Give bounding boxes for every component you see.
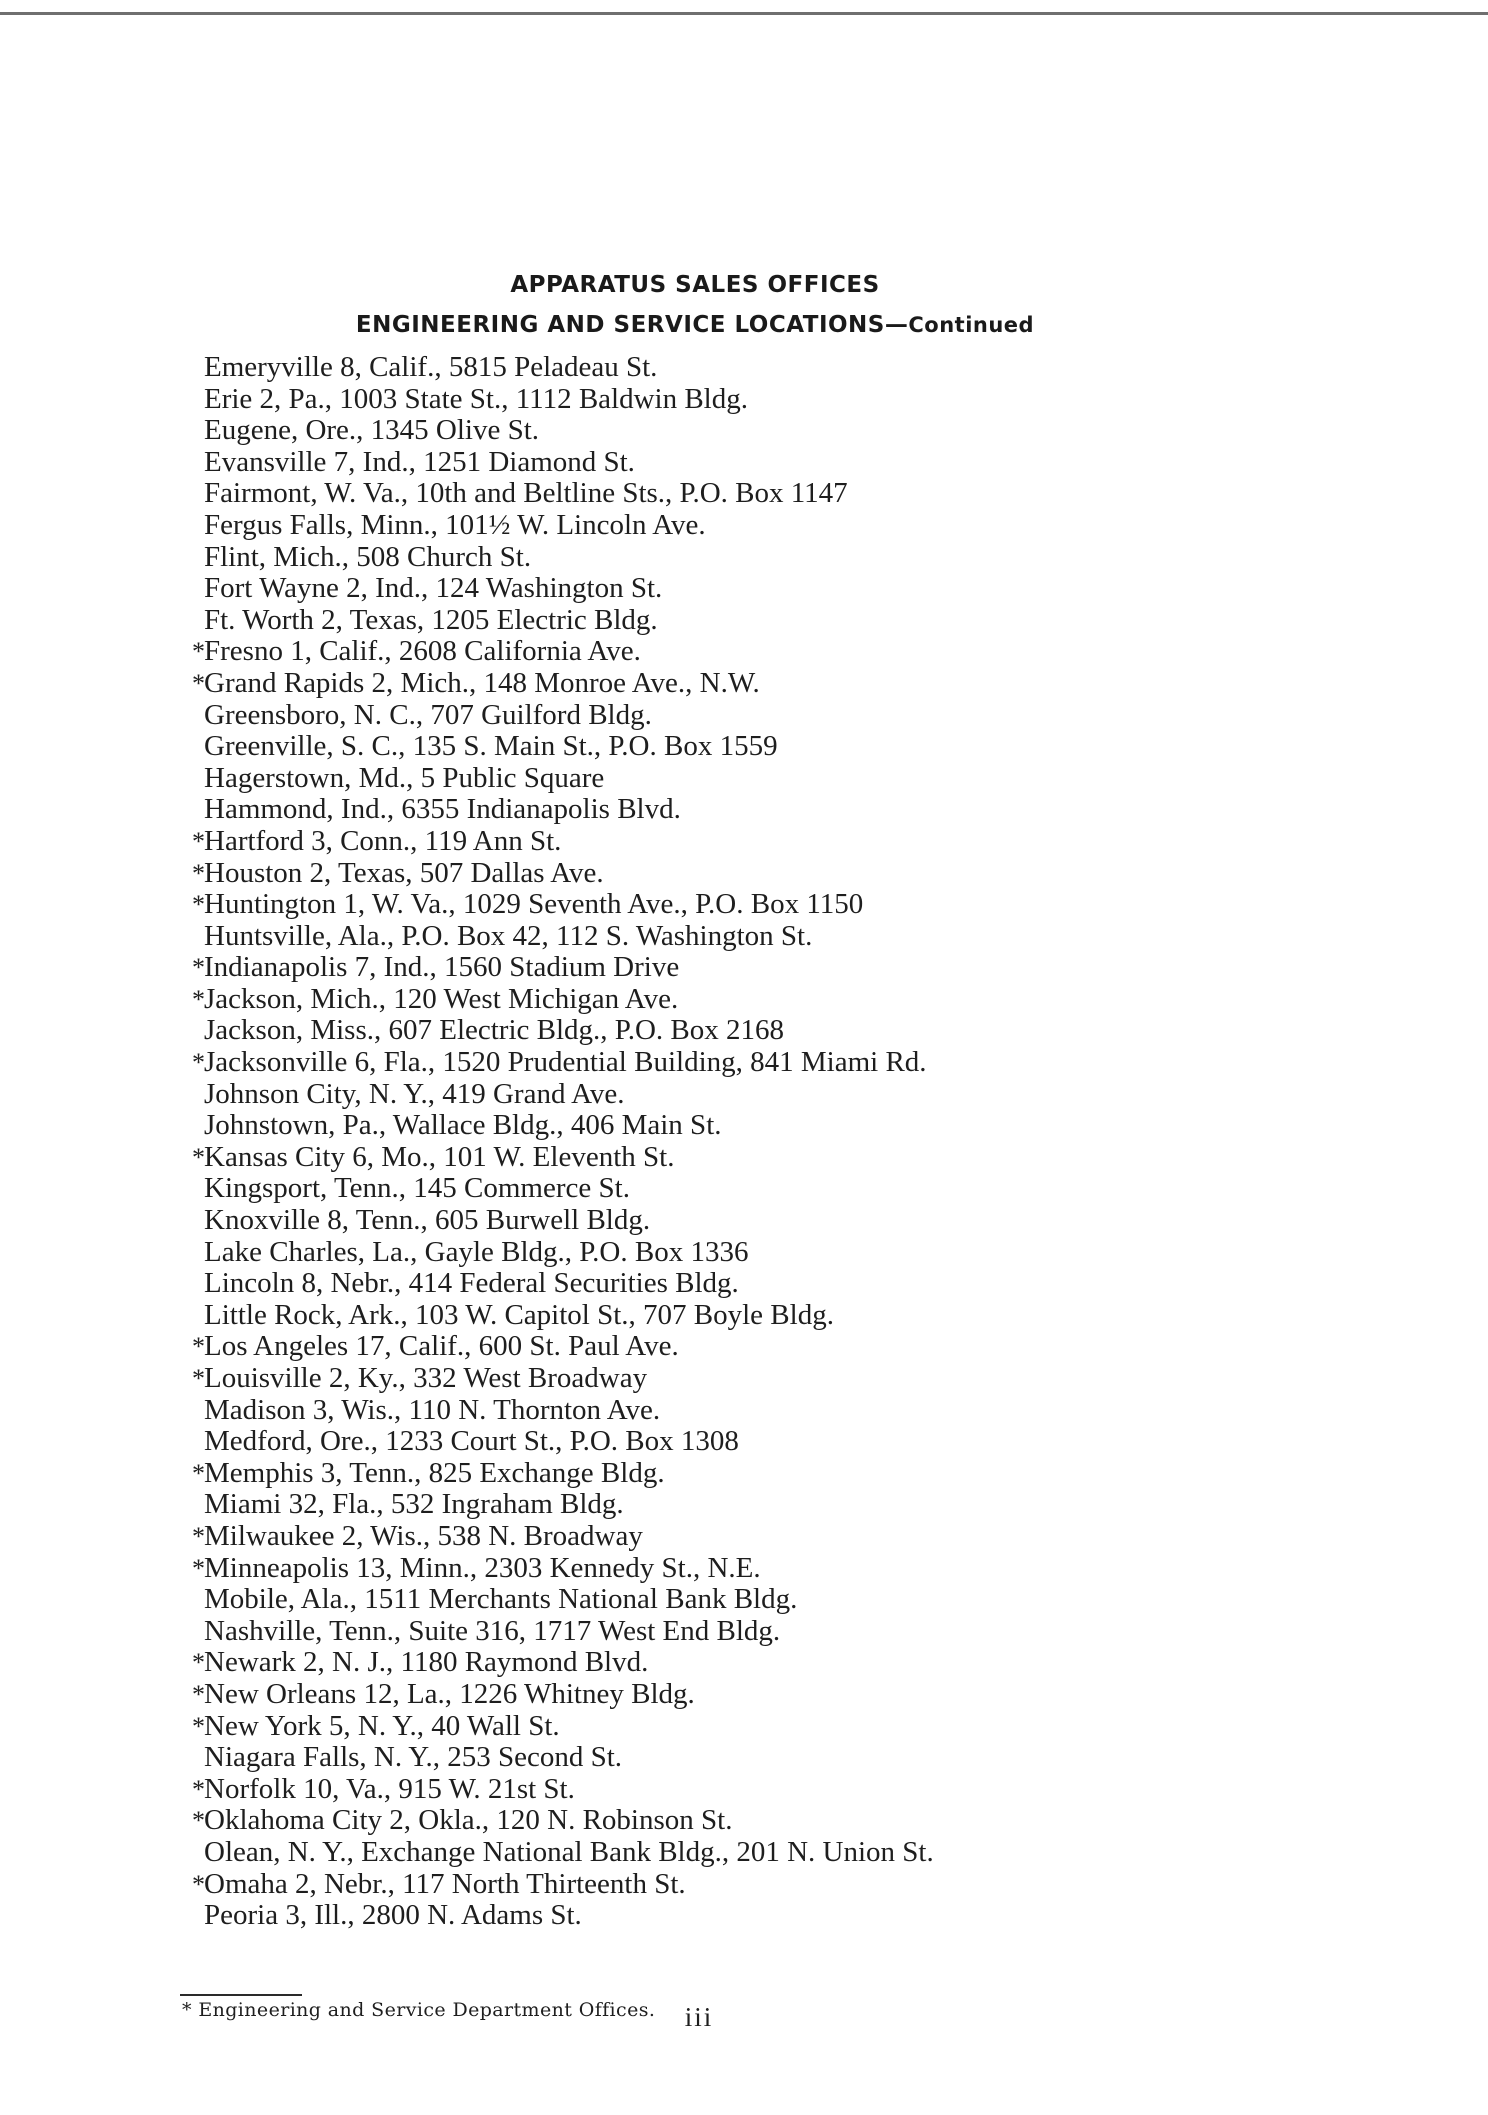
office-entry-text: Ft. Worth 2, Texas, 1205 Electric Bldg. [204, 603, 658, 636]
office-entry-text: Olean, N. Y., Exchange National Bank Bldg., 201 N. Union St. [204, 1835, 934, 1868]
office-entry [194, 763, 1314, 795]
office-entry [194, 542, 1314, 574]
office-entry-text: Emeryville 8, Calif., 5815 Peladeau St. [204, 351, 658, 383]
office-entry [194, 1142, 1314, 1174]
office-entry-text: Lake Charles, La., Gayle Bldg., P.O. Box 1336 [204, 1235, 749, 1268]
engineering-office-marker: * [192, 1869, 205, 1899]
office-entry [194, 1616, 1314, 1648]
office-entry [194, 1805, 1314, 1837]
office-entry-text: Erie 2, Pa., 1003 State St., 1112 Baldwin Bldg. [204, 382, 748, 415]
office-entry [194, 415, 1314, 447]
office-entry-text: Jackson, Mich., 120 West Michigan Ave. [204, 982, 679, 1015]
office-entry-text: Lincoln 8, Nebr., 414 Federal Securities Bldg. [204, 1267, 739, 1300]
office-entry [194, 731, 1314, 763]
engineering-office-marker: * [192, 1332, 205, 1362]
office-entry-text: New York 5, N. Y., 40 Wall St. [204, 1709, 560, 1742]
office-entry [194, 1774, 1314, 1806]
office-entry [194, 1205, 1314, 1237]
office-entry-text: Johnson City, N. Y., 419 Grand Ave. [204, 1077, 625, 1110]
office-entry [194, 510, 1314, 542]
engineering-office-marker: * [192, 1711, 205, 1741]
office-entry-text: Fergus Falls, Minn., 101½ W. Lincoln Ave. [204, 508, 706, 541]
scan-edge-line [0, 12, 1488, 15]
office-entry-text: Oklahoma City 2, Okla., 120 N. Robinson St. [204, 1804, 733, 1837]
office-entry [194, 1331, 1314, 1363]
office-entry [194, 889, 1314, 921]
office-entry [194, 1363, 1314, 1395]
office-entry-text: Huntsville, Ala., P.O. Box 42, 112 S. Washington St. [204, 919, 813, 952]
office-entry-text: Memphis 3, Tenn., 825 Exchange Bldg. [204, 1456, 665, 1489]
continued-label: Continued [908, 313, 1035, 337]
office-entry [194, 1458, 1314, 1490]
page-heading: APPARATUS SALES OFFICES [510, 272, 880, 298]
office-entry [194, 700, 1314, 732]
office-entry [194, 826, 1314, 858]
office-entry-text: Mobile, Ala., 1511 Merchants National Bank Bldg. [204, 1583, 798, 1616]
office-entry [194, 1869, 1314, 1901]
office-entry [194, 1110, 1314, 1142]
office-entry-text: Jackson, Miss., 607 Electric Bldg., P.O. Box 2168 [204, 1014, 784, 1047]
office-entry-text: Medford, Ore., 1233 Court St., P.O. Box 1308 [204, 1425, 739, 1458]
office-entry-text: Eugene, Ore., 1345 Olive St. [204, 414, 540, 447]
office-entry-text: Indianapolis 7, Ind., 1560 Stadium Drive [204, 951, 680, 984]
office-entry [194, 478, 1314, 510]
page-subheading [0, 312, 1390, 338]
office-entry [194, 1679, 1314, 1711]
footnote-divider [180, 1994, 302, 1996]
office-entry [194, 447, 1314, 479]
engineering-office-marker: * [192, 1648, 205, 1678]
engineering-office-marker: * [192, 953, 205, 983]
office-entry-text: Norfolk 10, Va., 915 W. 21st St. [204, 1772, 575, 1805]
page-number: iii [684, 2002, 714, 2032]
office-entry-text: Greensboro, N. C., 707 Guilford Bldg. [204, 698, 652, 731]
office-entry [194, 921, 1314, 953]
engineering-office-marker: * [192, 1553, 205, 1583]
office-entry-text: Houston 2, Texas, 507 Dallas Ave. [204, 856, 604, 889]
office-entry [194, 1837, 1314, 1869]
engineering-office-marker: * [192, 890, 205, 920]
office-entry [194, 794, 1314, 826]
engineering-office-marker: * [192, 1142, 205, 1172]
engineering-office-marker: * [192, 1806, 205, 1836]
office-entry-text: Nashville, Tenn., Suite 316, 1717 West End Bldg. [204, 1614, 781, 1647]
office-entry-text: Milwaukee 2, Wis., 538 N. Broadway [204, 1519, 643, 1552]
engineering-office-marker: * [192, 858, 205, 888]
office-entry-text: Flint, Mich., 508 Church St. [204, 540, 532, 573]
office-entry-text: Miami 32, Fla., 532 Ingraham Bldg. [204, 1488, 624, 1521]
office-entry-text: Fort Wayne 2, Ind., 124 Washington St. [204, 572, 663, 605]
office-entry [194, 1395, 1314, 1427]
engineering-office-marker: * [192, 1521, 205, 1551]
office-entry [194, 1015, 1314, 1047]
office-entry [194, 668, 1314, 700]
office-entry [194, 573, 1314, 605]
office-entry-text: Evansville 7, Ind., 1251 Diamond St. [204, 445, 635, 478]
office-entry-text: Hammond, Ind., 6355 Indianapolis Blvd. [204, 793, 681, 826]
footnote: * Engineering and Service Department Offices. [182, 1999, 656, 2021]
office-entry-text: Greenville, S. C., 135 S. Main St., P.O. Box 1559 [204, 730, 778, 763]
office-entry [194, 1553, 1314, 1585]
office-entry-text: Jacksonville 6, Fla., 1520 Prudential Building, 841 Miami Rd. [204, 1046, 927, 1079]
office-entry-text: Minneapolis 13, Minn., 2303 Kennedy St., N.E. [204, 1551, 761, 1584]
office-entry [194, 1047, 1314, 1079]
office-entry-text: Huntington 1, W. Va., 1029 Seventh Ave., P.O. Box 1150 [204, 888, 864, 921]
office-entry-text: Newark 2, N. J., 1180 Raymond Blvd. [204, 1646, 649, 1679]
office-location-list [194, 352, 1314, 1932]
office-entry [194, 952, 1314, 984]
office-entry [194, 384, 1314, 416]
office-entry [194, 605, 1314, 637]
office-entry-text: Kansas City 6, Mo., 101 W. Eleventh St. [204, 1140, 675, 1173]
office-entry [194, 1237, 1314, 1269]
office-entry-text: Fresno 1, Calif., 2608 California Ave. [204, 635, 641, 668]
office-entry [194, 1426, 1314, 1458]
office-entry-text: Knoxville 8, Tenn., 605 Burwell Bldg. [204, 1204, 651, 1237]
engineering-office-marker: * [192, 637, 205, 667]
engineering-office-marker: * [192, 826, 205, 856]
engineering-office-marker: * [192, 984, 205, 1014]
office-entry-text: Johnstown, Pa., Wallace Bldg., 406 Main St. [204, 1109, 722, 1142]
engineering-office-marker: * [192, 668, 205, 698]
engineering-office-marker: * [192, 1458, 205, 1488]
engineering-office-marker: * [192, 1774, 205, 1804]
engineering-office-marker: * [192, 1364, 205, 1393]
office-entry-text: Hartford 3, Conn., 119 Ann St. [204, 824, 562, 857]
office-entry [194, 984, 1314, 1016]
office-entry [194, 1521, 1314, 1553]
office-entry [194, 1079, 1314, 1111]
office-entry-text: Fairmont, W. Va., 10th and Beltline Sts., P.O. Box 1147 [204, 477, 848, 510]
office-entry [194, 636, 1314, 668]
office-entry-text: Peoria 3, Ill., 2800 N. Adams St. [204, 1899, 582, 1932]
subheading-text: ENGINEERING AND SERVICE LOCATIONS— [355, 312, 909, 338]
office-entry [194, 1584, 1314, 1616]
office-entry [194, 1268, 1314, 1300]
office-entry [194, 1173, 1314, 1205]
office-entry [194, 1647, 1314, 1679]
office-entry-text: Little Rock, Ark., 103 W. Capitol St., 707 Boyle Bldg. [204, 1298, 834, 1331]
office-entry [194, 1489, 1314, 1521]
office-entry [194, 1711, 1314, 1743]
office-entry-text: Kingsport, Tenn., 145 Commerce St. [204, 1172, 630, 1205]
office-entry-text: Hagerstown, Md., 5 Public Square [204, 761, 605, 794]
office-entry [194, 1300, 1314, 1332]
office-entry [194, 1742, 1314, 1774]
office-entry-text: Madison 3, Wis., 110 N. Thornton Ave. [204, 1393, 661, 1426]
office-entry [194, 352, 1314, 384]
office-entry-text: Niagara Falls, N. Y., 253 Second St. [204, 1741, 623, 1774]
office-entry [194, 1900, 1314, 1932]
office-entry [194, 858, 1314, 890]
office-entry-text: Grand Rapids 2, Mich., 148 Monroe Ave., N.W. [204, 666, 760, 699]
engineering-office-marker: * [192, 1679, 205, 1709]
office-entry-text: New Orleans 12, La., 1226 Whitney Bldg. [204, 1677, 695, 1710]
office-entry-text: Louisville 2, Ky., 332 West Broadway [204, 1362, 648, 1394]
office-entry-text: Omaha 2, Nebr., 117 North Thirteenth St. [204, 1867, 686, 1900]
office-entry-text: Los Angeles 17, Calif., 600 St. Paul Ave. [204, 1330, 679, 1363]
engineering-office-marker: * [192, 1048, 205, 1078]
